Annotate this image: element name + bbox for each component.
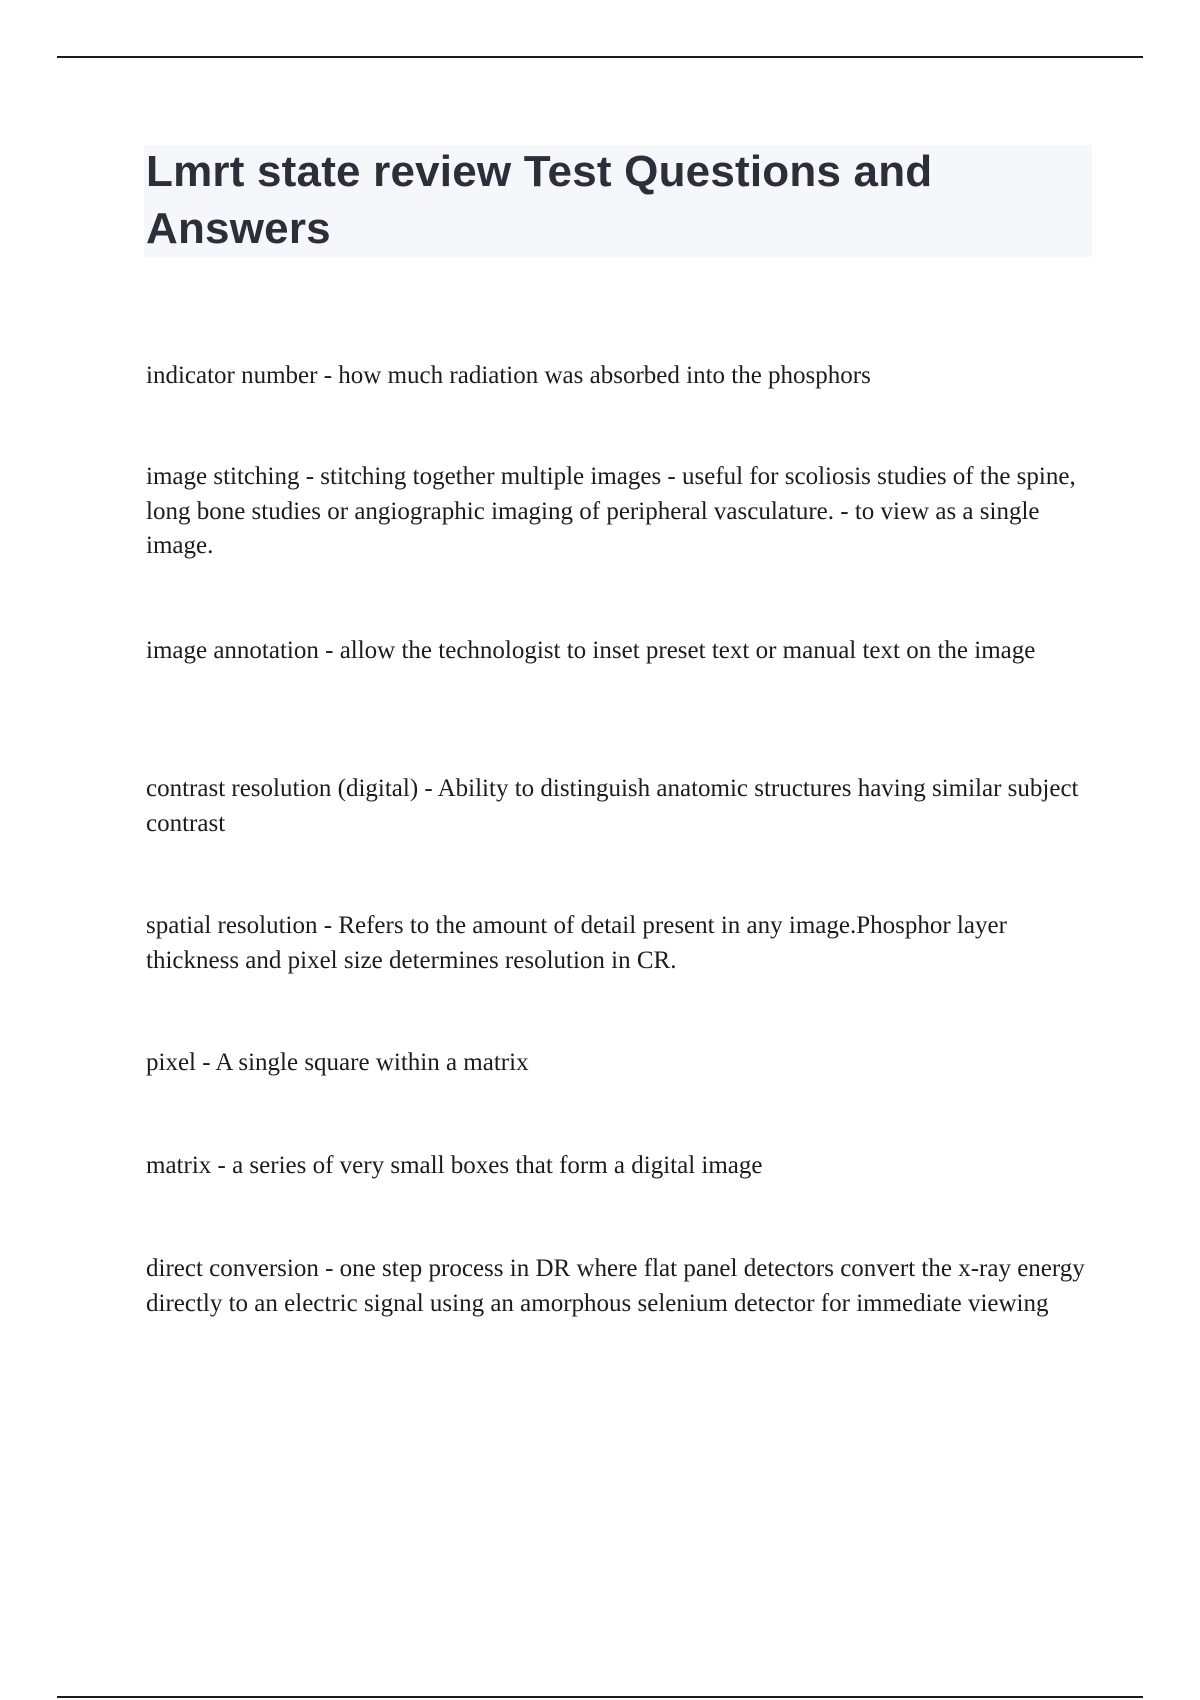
- qa-entry-contrast-resolution: contrast resolution (digital) - Ability to distinguish anatomic structures having similar subject contrast: [146, 775, 1079, 837]
- page-title: Lmrt state review Test Questions and Answers: [146, 147, 933, 253]
- bottom-divider: [57, 1696, 1143, 1698]
- top-divider: [57, 56, 1143, 58]
- qa-entry-image-stitching: image stitching - stitching together multiple images - useful for scoliosis studies of the spine, long bone studies or angiographic imaging of peripheral vasculature. - to view as a single image.: [146, 463, 1076, 559]
- qa-entry-image-annotation: image annotation - allow the technologist to inset preset text or manual text on the image: [146, 637, 1036, 664]
- qa-entry-direct-conversion: direct conversion - one step process in DR where flat panel detectors convert the x-ray energy directly to an electric signal using an amorphous selenium detector for immediate viewing: [146, 1255, 1085, 1317]
- qa-entry-spatial-resolution: spatial resolution - Refers to the amount of detail present in any image.Phosphor layer thickness and pixel size determines resolution in CR.: [146, 912, 1007, 974]
- qa-entry-matrix: matrix - a series of very small boxes that form a digital image: [146, 1152, 763, 1179]
- qa-entry-pixel: pixel - A single square within a matrix: [146, 1049, 529, 1076]
- qa-entry-indicator-number: indicator number - how much radiation was absorbed into the phosphors: [146, 362, 871, 389]
